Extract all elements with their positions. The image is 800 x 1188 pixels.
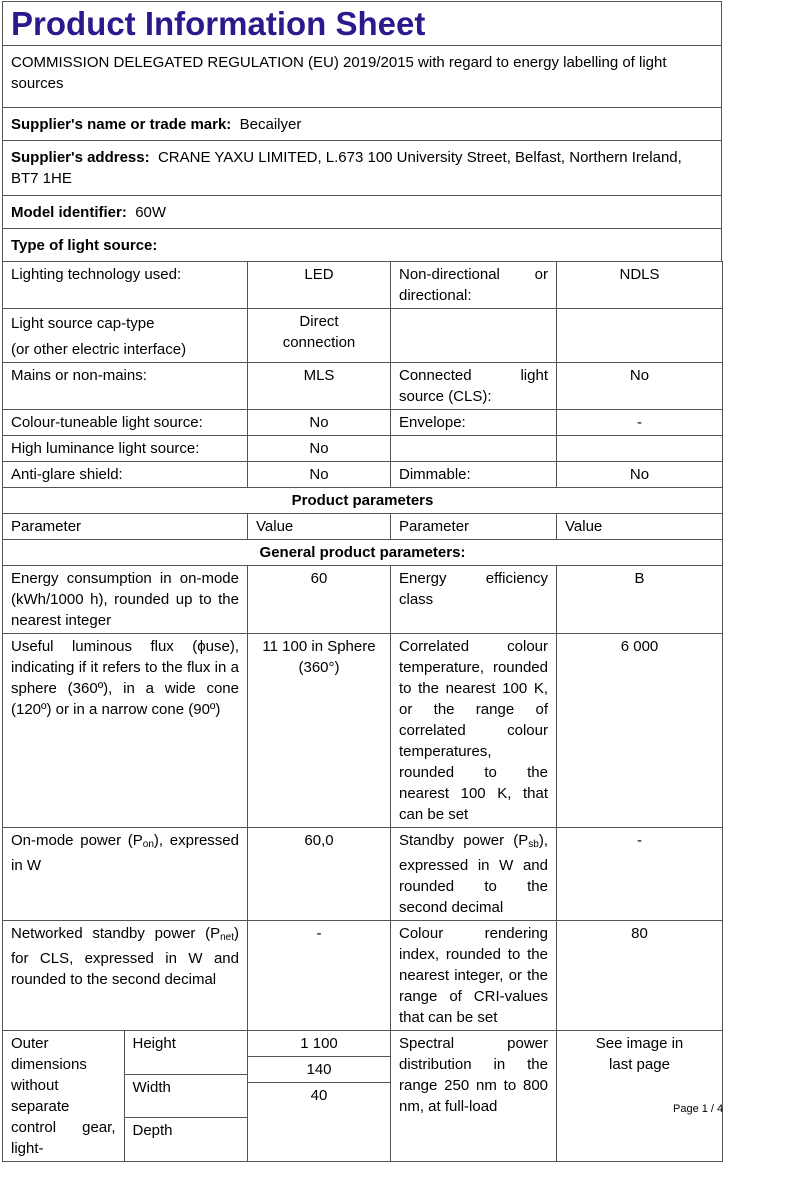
- param-cell: Mains or non-mains:: [3, 363, 248, 410]
- param-cell: [391, 309, 557, 363]
- param-cell: High luminance light source:: [3, 436, 248, 462]
- dimensions-subtable: [3, 1031, 247, 1161]
- dimensions-label: Outer dimensions without separate control gear, light-: [3, 1031, 124, 1161]
- table-row: [3, 410, 723, 436]
- column-header: Value: [248, 514, 391, 540]
- param-cell: Anti-glare shield:: [3, 462, 248, 488]
- param-cell: Non-directional or directional:: [391, 262, 557, 309]
- value-cell: LED: [248, 262, 391, 309]
- value-cell: No: [557, 462, 723, 488]
- table-row: [3, 262, 723, 309]
- product-parameters-heading: Product parameters: [3, 488, 723, 514]
- page-number: Page 1 / 4: [673, 1103, 724, 1115]
- dimension-name: Width: [124, 1074, 247, 1118]
- table-row: [3, 363, 723, 410]
- param-cell: Correlated colour temperature, rounded to the nearest 100 K, or the range of correlated colour temperatures, rounded to the nearest 100 K, that can be set: [391, 634, 557, 828]
- value-cell: Direct connection: [248, 309, 391, 363]
- value-cell: [557, 436, 723, 462]
- value-cell: B: [557, 566, 723, 634]
- column-header: Value: [557, 514, 723, 540]
- param-cell: Colour rendering index, rounded to the nearest integer, or the range of CRI-values that can be set: [391, 921, 557, 1031]
- supplier-address-value: CRANE YAXU LIMITED, L.673 100 University Street, Belfast, Northern Ireland, BT7 1HE: [11, 149, 682, 187]
- dimension-name: Height: [124, 1031, 247, 1074]
- supplier-address-row: [2, 140, 722, 195]
- value-cell: -: [248, 921, 391, 1031]
- value-cell: -: [557, 828, 723, 921]
- param-cell: Energy efficiency class: [391, 566, 557, 634]
- general-parameters-heading: General product parameters:: [3, 540, 723, 566]
- value-cell: [557, 309, 723, 363]
- value-cell: See image in last page: [557, 1031, 723, 1162]
- value-cell: 60: [248, 566, 391, 634]
- table-row: [3, 566, 723, 634]
- column-header: Parameter: [391, 514, 557, 540]
- value-cell: 80: [557, 921, 723, 1031]
- model-identifier-value: 60W: [135, 204, 167, 221]
- value-cell: NDLS: [557, 262, 723, 309]
- param-cell: [3, 921, 248, 1031]
- table-row: [3, 462, 723, 488]
- param-cell: [3, 828, 248, 921]
- model-identifier-label: Model identifier:: [11, 204, 127, 221]
- param-cell: Colour-tuneable light source:: [3, 410, 248, 436]
- cap-type-sublabel: (or other electric interface): [11, 341, 187, 358]
- param-cell: Useful luminous flux (ϕuse), indicating if it refers to the flux in a sphere (360º), in a wide cone (120º) or in a narrow cone (90º): [3, 634, 248, 828]
- networked-standby-subscript: net: [220, 932, 234, 943]
- param-cell: [3, 309, 248, 363]
- regulation-text: COMMISSION DELEGATED REGULATION (EU) 2019/2015 with regard to energy labelling of light sources: [2, 45, 722, 107]
- value-cell: No: [248, 410, 391, 436]
- networked-standby-text: Networked standby power (P: [11, 925, 221, 942]
- parameters-table: [2, 261, 723, 1162]
- dimension-values-cell: [248, 1031, 391, 1162]
- value-cell: No: [557, 363, 723, 410]
- supplier-address-label: Supplier's address:: [11, 149, 150, 166]
- table-row: [3, 436, 723, 462]
- table-row: [3, 828, 723, 921]
- product-parameters-heading-row: [3, 488, 723, 514]
- param-cell: Lighting technology used:: [3, 262, 248, 309]
- column-header-row: [3, 514, 723, 540]
- column-header: Parameter: [3, 514, 248, 540]
- param-cell: [391, 436, 557, 462]
- dimension-value: 40: [310, 1087, 328, 1104]
- networked-standby-text-end: ) for CLS, expressed in W and rounded to the second decimal: [11, 925, 239, 988]
- supplier-name-row: [2, 107, 722, 140]
- standby-power-text: Standby power (P: [399, 832, 529, 849]
- dimensions-cell: [3, 1031, 248, 1162]
- model-identifier-row: [2, 195, 722, 228]
- dimension-value: 1 100: [248, 1031, 390, 1057]
- on-mode-power-subscript: on: [142, 839, 154, 850]
- supplier-name-value: Becailyer: [239, 116, 302, 133]
- dimension-value: 140: [248, 1057, 390, 1083]
- value-cell: MLS: [248, 363, 391, 410]
- table-row: [3, 921, 723, 1031]
- value-cell: No: [248, 436, 391, 462]
- standby-power-text-end: ), expressed in W and rounded to the second decimal: [399, 832, 548, 916]
- param-cell: [391, 828, 557, 921]
- value-cell: 11 100 in Sphere (360°): [248, 634, 391, 828]
- general-heading-row: [3, 540, 723, 566]
- type-heading: [2, 228, 722, 261]
- param-cell: Spectral power distribution in the range 250 nm to 800 nm, at full-load: [391, 1031, 557, 1162]
- type-heading-text: Type of light source:: [11, 237, 158, 254]
- value-cell: 6 000: [557, 634, 723, 828]
- value-cell: -: [557, 410, 723, 436]
- dimension-name: Depth: [132, 1122, 173, 1140]
- dimension-values-subtable: [248, 1031, 390, 1108]
- cap-type-label: Light source cap-type: [11, 315, 155, 332]
- standby-power-subscript: sb: [528, 839, 539, 850]
- sheet-title: Product Information Sheet: [2, 1, 722, 45]
- table-row: [3, 1031, 723, 1162]
- value-cell: No: [248, 462, 391, 488]
- param-cell: Dimmable:: [391, 462, 557, 488]
- supplier-name-label: Supplier's name or trade mark:: [11, 116, 232, 133]
- value-cell: 60,0: [248, 828, 391, 921]
- param-cell: Energy consumption in on-mode (kWh/1000 h), rounded up to the nearest integer: [3, 566, 248, 634]
- param-cell: Envelope:: [391, 410, 557, 436]
- on-mode-power-text: On-mode power (P: [11, 832, 143, 849]
- table-row: [3, 634, 723, 828]
- on-mode-power-text-end: ), expressed in W: [11, 832, 239, 874]
- param-cell: Connected light source (CLS):: [391, 363, 557, 410]
- product-information-sheet: [2, 1, 722, 1162]
- table-row: [3, 309, 723, 363]
